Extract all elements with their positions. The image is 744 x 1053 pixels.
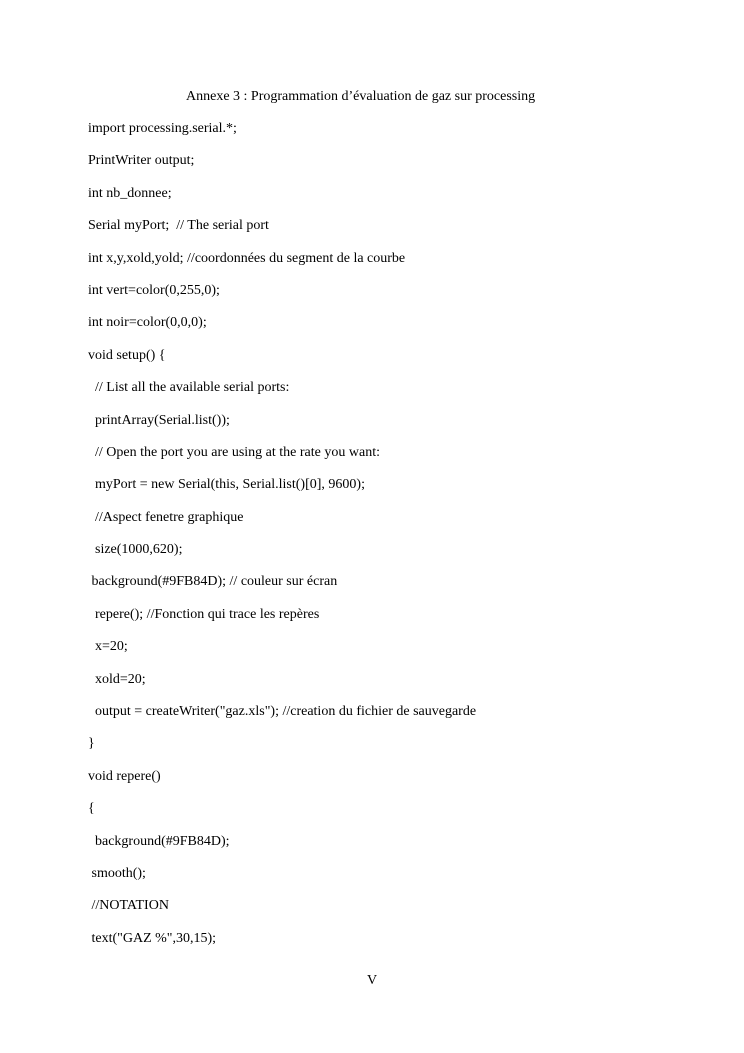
- code-listing: [88, 120, 476, 962]
- code-line: int vert=color(0,255,0);: [88, 282, 220, 298]
- code-line: Serial myPort; // The serial port: [88, 218, 269, 234]
- annex-title: Annexe 3 : Programmation d’évaluation de gaz sur processing: [186, 89, 536, 104]
- code-line: output = createWriter("gaz.xls"); //creation du fichier de sauvegarde: [88, 704, 477, 720]
- code-line: }: [88, 736, 95, 752]
- code-line: void repere(): [88, 768, 161, 784]
- code-line: //Aspect fenetre graphique: [88, 509, 244, 525]
- code-line: // List all the available serial ports:: [88, 380, 290, 396]
- code-line: text("GAZ %",30,15);: [88, 930, 217, 946]
- code-line: background(#9FB84D);: [88, 833, 230, 849]
- code-line: x=20;: [88, 639, 128, 655]
- code-line: myPort = new Serial(this, Serial.list()[0], 9600);: [88, 477, 365, 493]
- code-line: int x,y,xold,yold; //coordonnées du segment de la courbe: [88, 250, 406, 266]
- code-line: {: [88, 801, 95, 817]
- page-number: V: [366, 973, 378, 988]
- code-line: size(1000,620);: [88, 542, 183, 558]
- code-line: PrintWriter output;: [88, 153, 195, 169]
- code-line: int nb_donnee;: [88, 185, 172, 201]
- code-line: printArray(Serial.list());: [88, 412, 230, 428]
- code-line: // Open the port you are using at the rate you want:: [88, 444, 380, 460]
- code-line: xold=20;: [88, 671, 146, 687]
- code-line: void setup() {: [88, 347, 166, 363]
- code-line: background(#9FB84D); // couleur sur écran: [88, 574, 338, 590]
- code-line: import processing.serial.*;: [88, 121, 237, 136]
- code-line: smooth();: [88, 865, 146, 881]
- code-line: int noir=color(0,0,0);: [88, 315, 207, 331]
- code-line: //NOTATION: [88, 898, 169, 914]
- code-line: repere(); //Fonction qui trace les repères: [88, 606, 320, 622]
